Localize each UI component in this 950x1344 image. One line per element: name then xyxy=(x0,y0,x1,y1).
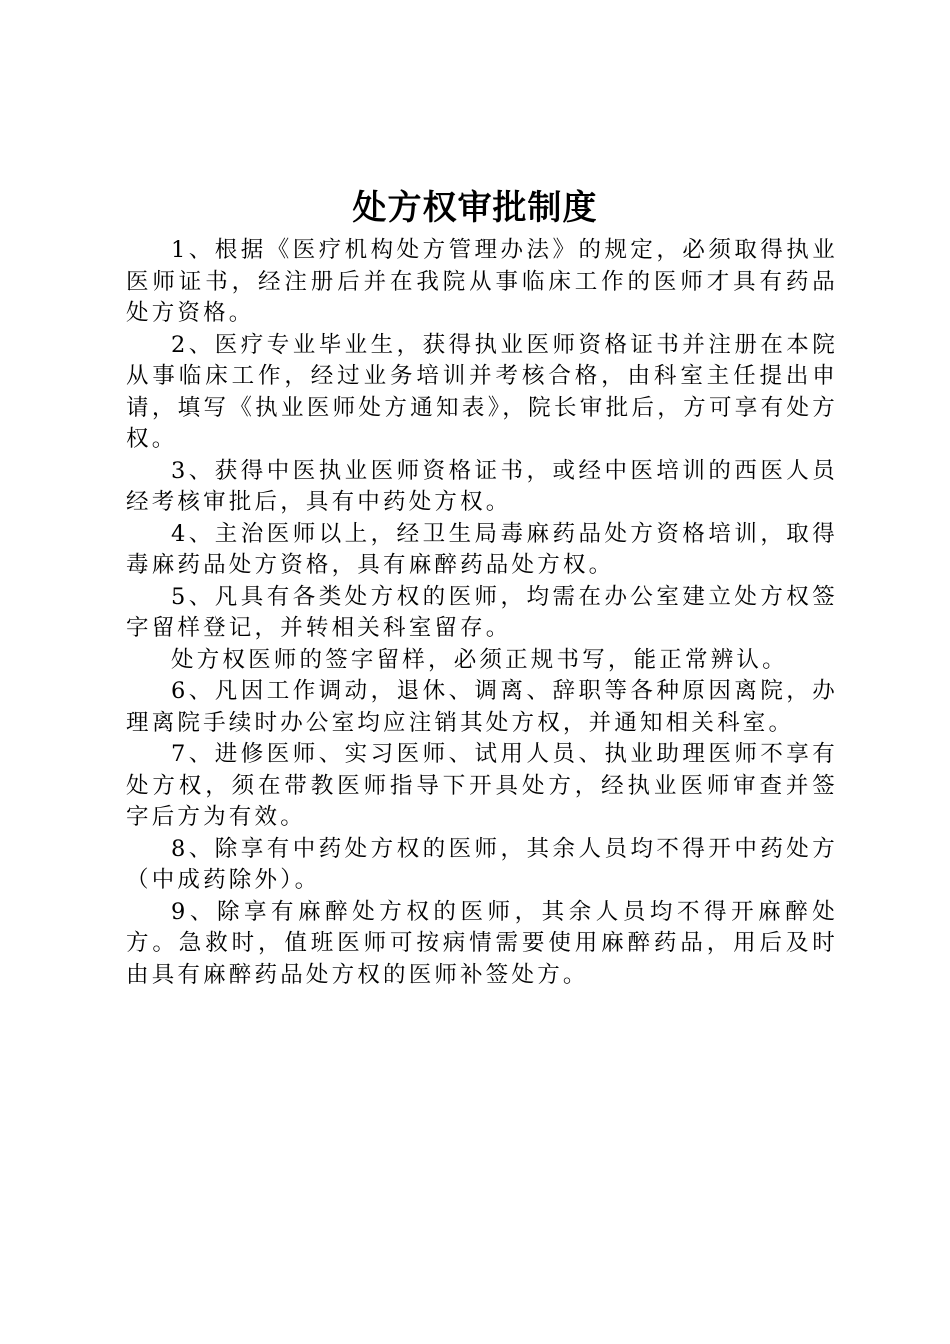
document-body xyxy=(126,235,838,991)
paragraph-8: 8、除享有中药处方权的医师，其余人员均不得开中药处方（中成药除外）。 xyxy=(126,835,838,893)
paragraph-2: 2、医疗专业毕业生，获得执业医师资格证书并注册在本院从事临床工作，经过业务培训并考核合格，由科室主任提出申请，填写《执业医师处方通知表》，院长审批后，方可享有处方权。 xyxy=(126,331,838,452)
paragraph-9: 9、除享有麻醉处方权的医师，其余人员均不得开麻醉处方。急救时，值班医师可按病情需要使用麻醉药品，用后及时由具有麻醉药品处方权的医师补签处方。 xyxy=(126,898,838,988)
paragraph-1: 1、根据《医疗机构处方管理办法》的规定，必须取得执业医师证书，经注册后并在我院从事临床工作的医师才具有药品处方资格。 xyxy=(126,237,838,326)
paragraph-5: 5、凡具有各类处方权的医师，均需在办公室建立处方权签字留样登记，并转相关科室留存。 xyxy=(126,583,838,641)
paragraph-3: 3、获得中医执业医师资格证书，或经中医培训的西医人员经考核审批后，具有中药处方权。 xyxy=(126,457,838,515)
page-title: 处方权审批制度 xyxy=(352,188,598,228)
paragraph-4: 4、主治医师以上，经卫生局毒麻药品处方资格培训，取得毒麻药品处方资格，具有麻醉药品处方权。 xyxy=(126,520,838,578)
paragraph-7: 7、进修医师、实习医师、试用人员、执业助理医师不享有处方权，须在带教医师指导下开具处方，经执业医师审查并签字后方为有效。 xyxy=(126,741,838,830)
paragraph-5-note: 处方权医师的签字留样，必须正规书写，能正常辨认。 xyxy=(171,646,788,673)
paragraph-6: 6、凡因工作调动，退休、调离、辞职等各种原因离院，办理离院手续时办公室均应注销其处方权，并通知相关科室。 xyxy=(126,678,838,736)
